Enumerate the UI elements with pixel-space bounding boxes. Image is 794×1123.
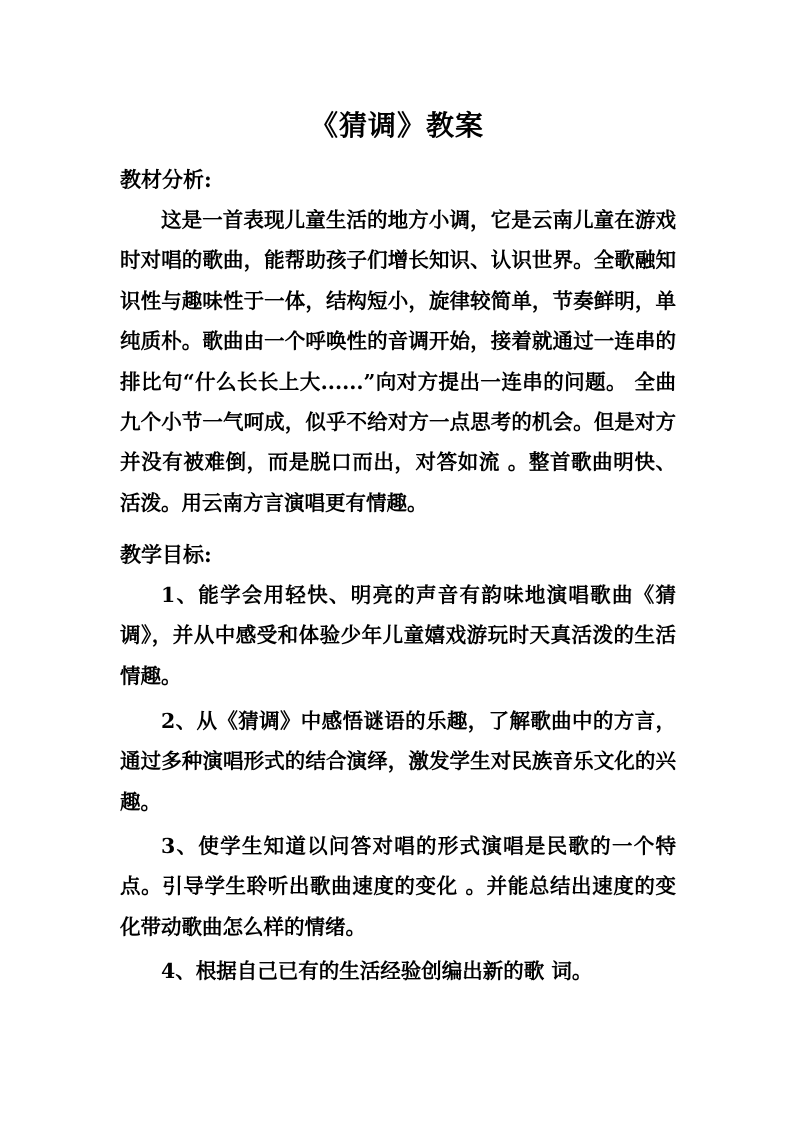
page-title: 《猜调》教案	[309, 109, 484, 142]
paragraph-objective-4: 4、根据自己已有的生活经验创编出新的歌 词。	[161, 959, 593, 983]
paragraph-objective-3: 3、使学生知道以问答对唱的形式演唱是民歌的一个特点。引导学生聆听出歌曲速度的变化 。并能总结出速度的变化带动歌曲怎么样的情绪。	[120, 834, 676, 939]
section-heading-objectives: 教学目标:	[120, 542, 212, 567]
section-heading-materials: 教材分析:	[120, 167, 212, 192]
paragraph-materials-analysis: 这是一首表现儿童生活的地方小调，它是云南儿童在游戏时对唱的歌曲，能帮助孩子们增长知识、认识世界。全歌融知识性与趣味性于一体，结构短小，旋律较简单，节奏鲜明，单纯质朴。歌曲由一个呼唤性的音调开始，接着就通过一连串的排比句“什么长长上大......”向对方提出一连串的问题。 全曲九个小节一气呵成，似乎不给对方一点思考的机会。但是对方并没有被难倒，而是脱口而出，对答如流 。整首歌曲明快、活泼。用云南方言演唱更有情趣。	[120, 208, 676, 515]
paragraph-objective-1: 1、能学会用轻快、明亮的声音有韵味地演唱歌曲《猜调》，并从中感受和体验少年儿童嬉戏游玩时天真活泼的生活情趣。	[120, 583, 676, 688]
paragraph-objective-2: 2、从《猜调》中感悟谜语的乐趣，了解歌曲中的方言，通过多种演唱形式的结合演绎，激发学生对民族音乐文化的兴趣。	[120, 709, 676, 814]
